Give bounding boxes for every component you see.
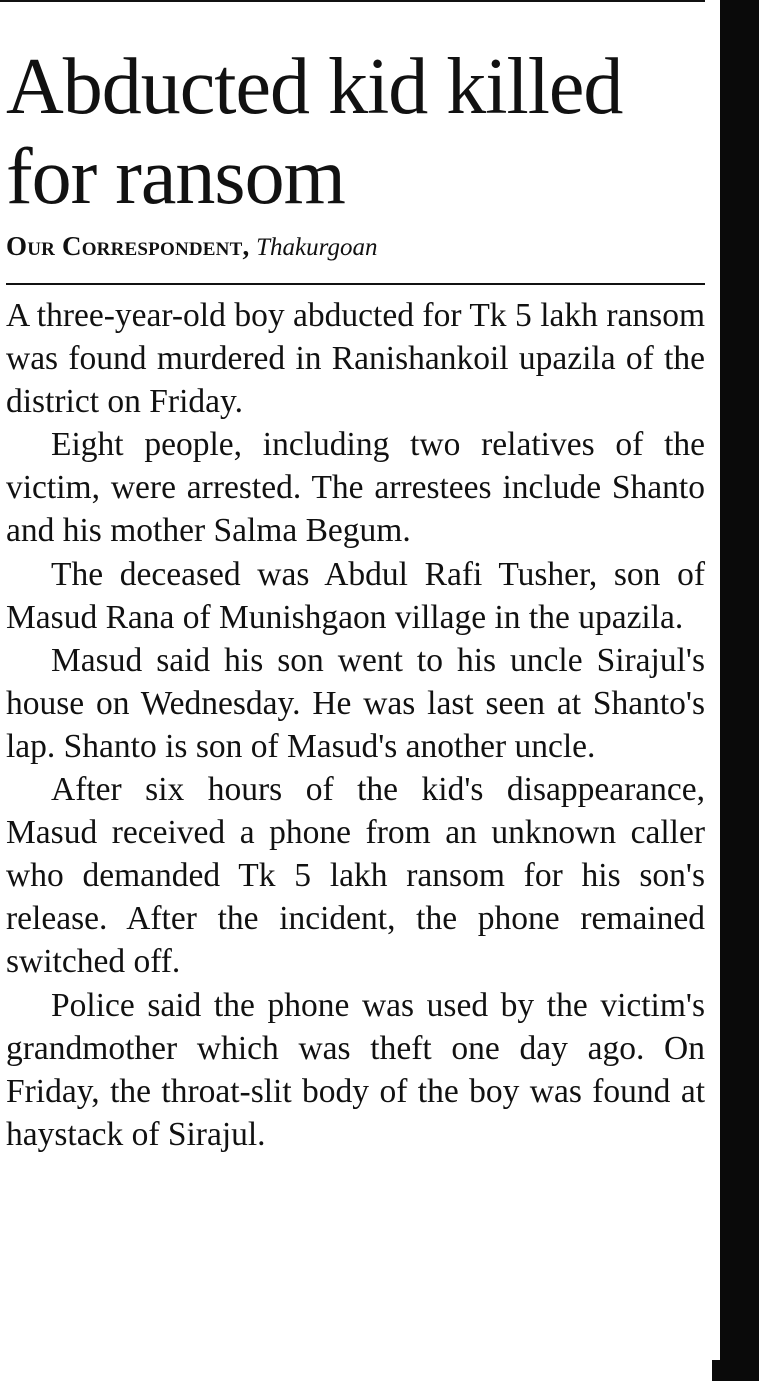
article-paragraph-1: A three-year-old boy abducted for Tk 5 lakh ransom was found murdered in Ranishankoil upazila of the district on Friday. <box>6 297 705 421</box>
article-body <box>6 294 705 1156</box>
headline-line-1: Abducted kid killed <box>6 43 623 131</box>
byline-author: Our Correspondent, <box>6 231 250 261</box>
article-paragraph-2: Eight people, including two relatives of the victim, were arrested. The arrestees include Shanto and his mother Salma Begum. <box>6 426 705 550</box>
byline-location: Thakurgoan <box>256 234 378 261</box>
headline-line-2: for ransom <box>6 133 345 221</box>
byline <box>6 229 377 265</box>
page-edge-notch <box>712 1360 720 1381</box>
page-edge-bar <box>720 0 759 1381</box>
article-paragraph-5: After six hours of the kid's disappearance, Masud received a phone from an unknown caller who demanded Tk 5 lakh ransom for his son's release. After the incident, the phone remained switched off. <box>6 771 705 981</box>
byline-rule <box>6 283 705 285</box>
headline <box>6 42 711 222</box>
article-paragraph-4: Masud said his son went to his uncle Sirajul's house on Wednesday. He was last seen at Shanto's lap. Shanto is son of Masud's another uncle. <box>6 641 705 765</box>
top-rule <box>0 0 705 2</box>
article-paragraph-6: Police said the phone was used by the victim's grandmother which was theft one day ago. On Friday, the throat-slit body of the boy was found at haystack of Sirajul. <box>6 986 705 1153</box>
article-paragraph-3: The deceased was Abdul Rafi Tusher, son of Masud Rana of Munishgaon village in the upazila. <box>6 555 705 636</box>
